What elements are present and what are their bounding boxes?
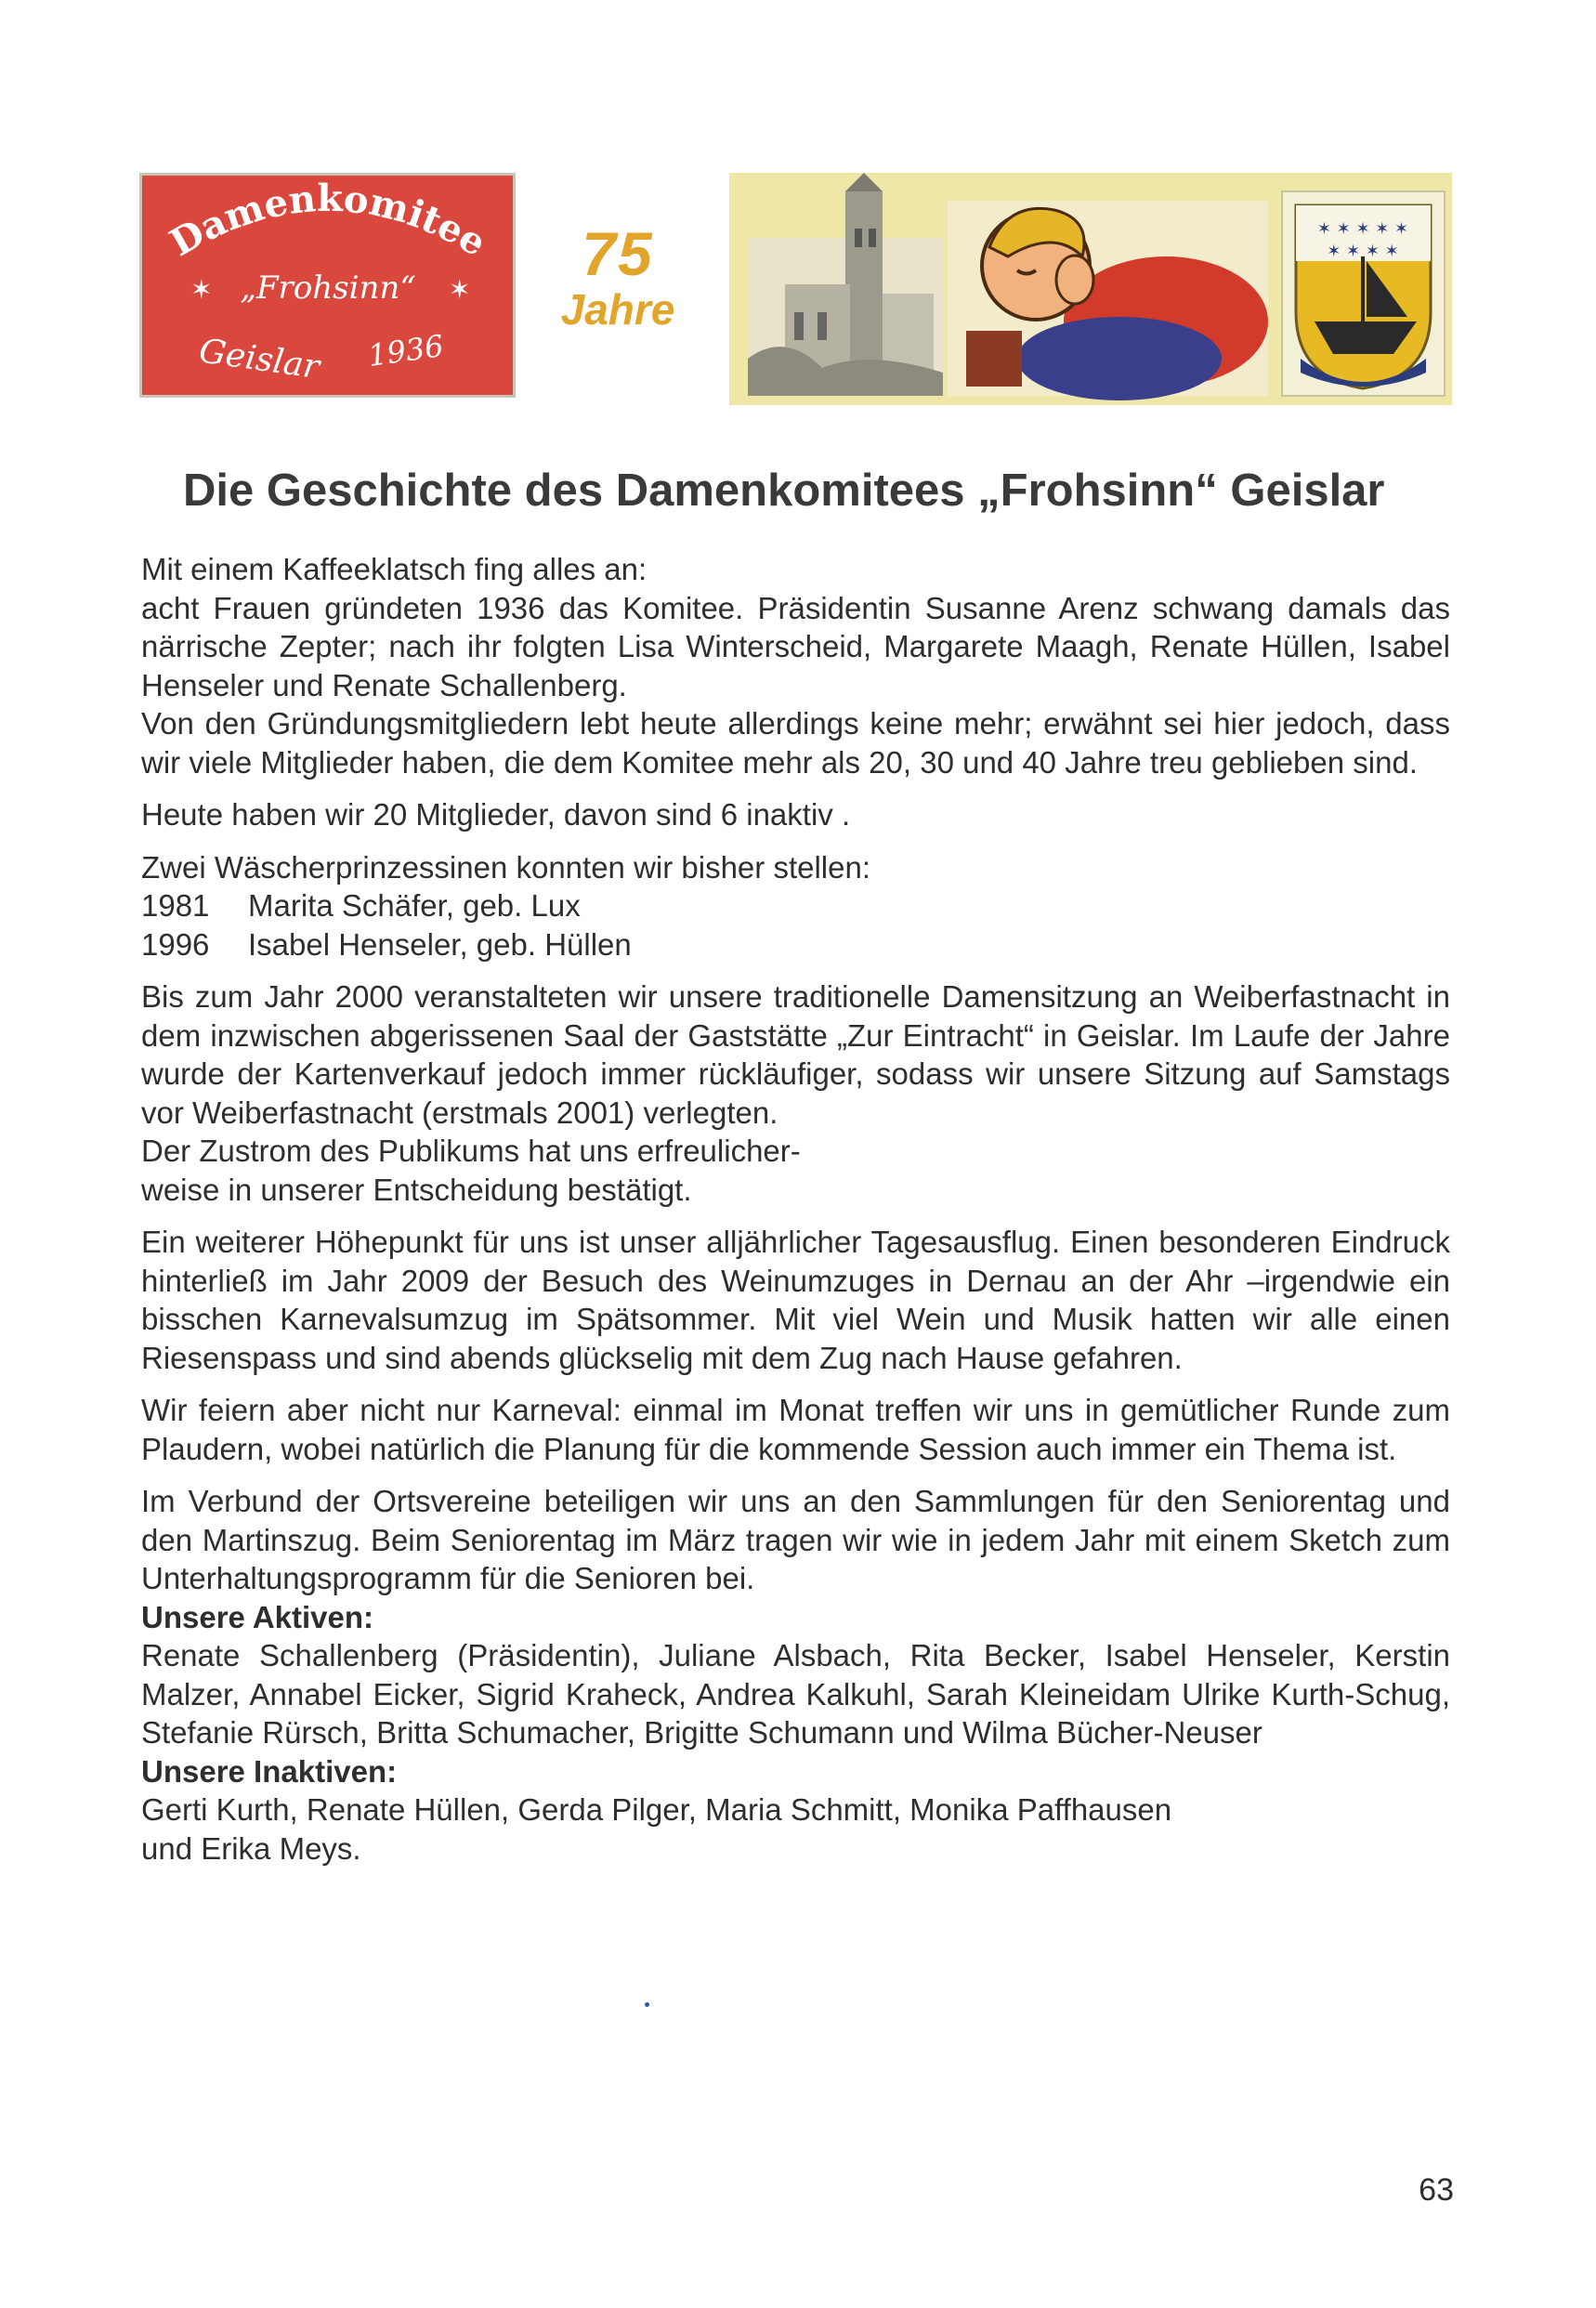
- inactive-members-line-1: Gerti Kurth, Renate Hüllen, Gerda Pilger, Maria Schmitt, Monika Paffhausen: [141, 1792, 1172, 1827]
- logo-arc-text: Damenkomitee: [163, 176, 494, 266]
- inactive-members-heading: Unsere Inaktiven:: [141, 1753, 398, 1789]
- header-image-strip: [729, 173, 1452, 405]
- paragraph-founding: acht Frauen gründeten 1936 das Komitee. Präsidentin Susanne Arenz schwang damals das närrische Zepter; nach ihr folgten Lisa Winterscheid, Margarete Maagh, Renate Hüllen, Isabel Henseler und Renate Schallenberg.: [141, 590, 1450, 702]
- anniversary-number: 75: [582, 219, 654, 288]
- svg-text:✶ ✶ ✶ ✶: ✶ ✶ ✶ ✶: [1327, 242, 1399, 261]
- paragraph-damensitzung-line-a: Der Zustrom des Publikums hat uns erfreulicher-: [141, 1134, 801, 1168]
- princess-row: [141, 886, 1450, 925]
- princess-row: [141, 925, 1450, 964]
- logo-name: „Frohsinn“: [240, 269, 416, 307]
- coat-of-arms-icon: [1282, 191, 1445, 396]
- anniversary-word: Jahre: [560, 285, 675, 334]
- paragraph-members-count: Heute haben wir 20 Mitglieder, davon sind 6 inaktiv .: [141, 797, 851, 832]
- paragraph-karneval: Wir feiern aber nicht nur Karneval: einmal im Monat treffen wir uns in gemütlicher Runde zum Plaudern, wobei natürlich die Planung für die kommende Session auch immer ein Thema ist.: [141, 1393, 1450, 1466]
- page-title: Die Geschichte des Damenkomitees „Frohsinn“ Geislar: [183, 466, 1385, 516]
- stray-dot: [645, 2002, 649, 2007]
- active-members-heading: Unsere Aktiven:: [141, 1599, 374, 1634]
- cartoon-washerwoman-icon: [948, 201, 1268, 400]
- club-logo-graphic: [142, 176, 513, 395]
- article-body: [141, 550, 1450, 1868]
- logo-star-right-icon: ✶: [449, 274, 471, 305]
- paragraph-ortsvereine: Im Verbund der Ortsvereine beteiligen wir uns an den Sammlungen für den Seniorentag und den Martinszug. Beim Seniorentag im März tragen wir wie in jedem Jahr mit einem Sketch zum Unterhaltungsprogramm für die Senioren bei.: [141, 1484, 1450, 1595]
- paragraph-princesses-intro: Zwei Wäscherprinzessinen konnten wir bisher stellen:: [141, 849, 871, 885]
- paragraph-founding-members: Von den Gründungsmitgliedern lebt heute allerdings keine mehr; erwähnt sei hier jedoch, dass wir viele Mitglieder haben, die dem Komitee mehr als 20, 30 und 40 Jahre treu geblieben sind.: [141, 706, 1450, 780]
- princess-year: 1996: [141, 926, 210, 962]
- paragraph-intro-line: Mit einem Kaffeeklatsch fing alles an:: [141, 552, 648, 586]
- anniversary-badge: [539, 219, 697, 334]
- inactive-members-line-2: und Erika Meys.: [141, 1830, 361, 1866]
- club-logo: [139, 173, 516, 398]
- logo-year: 1936: [365, 327, 446, 374]
- logo-place: Geislar: [196, 332, 322, 387]
- logo-star-left-icon: ✶: [190, 274, 213, 305]
- princess-year: 1981: [141, 888, 210, 923]
- paragraph-damensitzung-line-b: weise in unserer Entscheidung bestätigt.: [141, 1172, 692, 1207]
- princess-name: Isabel Henseler, geb. Hüllen: [248, 926, 632, 962]
- paragraph-damensitzung: Bis zum Jahr 2000 veranstalteten wir unsere traditionelle Damensitzung an Weiberfastnacht in dem inzwischen abgerissenen Saal der Gaststätte „Zur Eintracht“ in Geislar. Im Laufe der Jahre wurde der Kartenverkauf jedoch immer rückläufiger, sodass wir unsere Sitzung auf Samstags vor Weiberfastnacht (erstmals 2001) verlegten.: [141, 979, 1450, 1130]
- paragraph-tagesausflug: Ein weiterer Höhepunkt für uns ist unser alljährlicher Tagesausflug. Einen besonderen Eindruck hinterließ im Jahr 2009 der Besuch des Weinumzuges in Dernau an der Ahr –irgendwie ein bisschen Karnevalsumzug im Spätsommer. Mit viel Wein und Musik hatten wir alle einen Riesenspass und sind abends glückselig mit dem Zug nach Hause gefahren.: [141, 1225, 1450, 1375]
- svg-text:✶ ✶ ✶ ✶ ✶: ✶ ✶ ✶ ✶ ✶: [1316, 219, 1409, 239]
- header-illustrations: [729, 173, 1452, 405]
- princess-name: Marita Schäfer, geb. Lux: [248, 888, 581, 923]
- page-number: 63: [1419, 2172, 1454, 2208]
- active-members-list: Renate Schallenberg (Präsidentin), Juliane Alsbach, Rita Becker, Isabel Henseler, Kerstin Malzer, Annabel Eicker, Sigrid Kraheck, Andrea Kalkuhl, Sarah Kleineidam Ulrike Kurth-Schug, Stefanie Rürsch, Britta Schumacher, Brigitte Schumann und Wilma Bücher-Neuser: [141, 1638, 1450, 1750]
